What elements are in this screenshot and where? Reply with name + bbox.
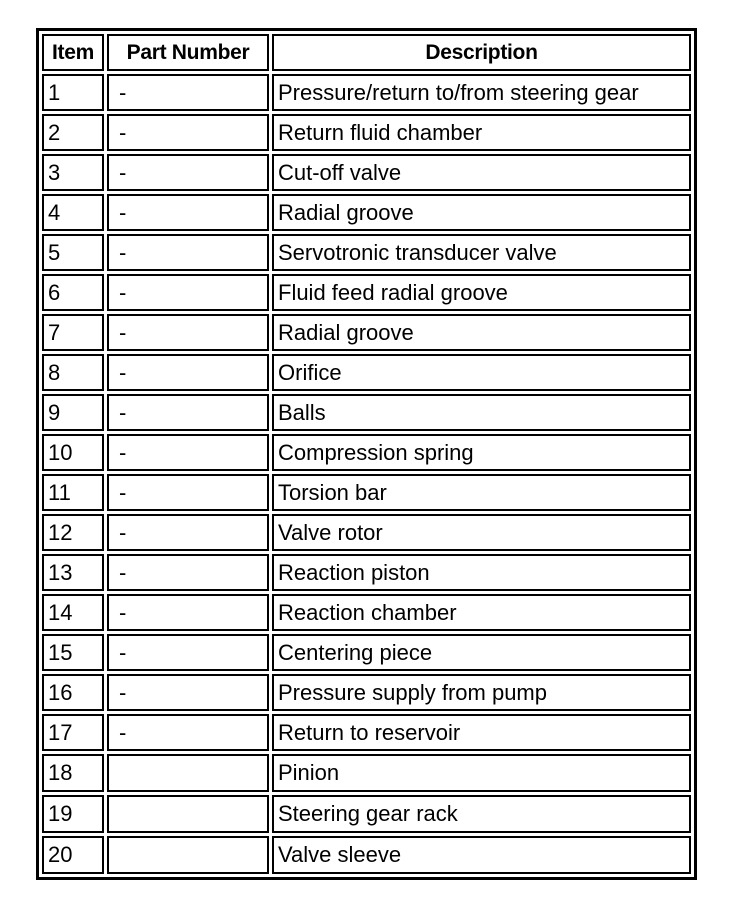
part-number-cell: - [107, 394, 269, 431]
part-number-cell: - [107, 274, 269, 311]
part-number-cell: - [107, 154, 269, 191]
item-cell: 14 [42, 594, 104, 631]
table-row [42, 554, 691, 591]
part-number-cell: - [107, 354, 269, 391]
item-cell: 16 [42, 674, 104, 711]
table-row [42, 434, 691, 471]
item-cell: 18 [42, 754, 104, 792]
description-cell: Reaction piston [272, 554, 691, 591]
item-cell: 5 [42, 234, 104, 271]
table-row [42, 634, 691, 671]
table-row [42, 114, 691, 151]
part-number-cell: - [107, 194, 269, 231]
part-number-cell [107, 836, 269, 874]
table-row [42, 836, 691, 874]
table-row [42, 194, 691, 231]
table-row [42, 234, 691, 271]
item-cell: 12 [42, 514, 104, 551]
part-number-cell: - [107, 314, 269, 351]
part-number-cell: - [107, 674, 269, 711]
header-description: Description [272, 34, 691, 71]
table-row [42, 754, 691, 792]
description-cell: Steering gear rack [272, 795, 691, 833]
description-cell: Return fluid chamber [272, 114, 691, 151]
table-row [42, 74, 691, 111]
part-number-cell: - [107, 434, 269, 471]
description-cell: Pinion [272, 754, 691, 792]
part-number-cell: - [107, 74, 269, 111]
header-item: Item [42, 34, 104, 71]
table-row [42, 314, 691, 351]
item-cell: 19 [42, 795, 104, 833]
description-cell: Torsion bar [272, 474, 691, 511]
description-cell: Radial groove [272, 194, 691, 231]
description-cell: Centering piece [272, 634, 691, 671]
item-cell: 10 [42, 434, 104, 471]
table-row [42, 674, 691, 711]
description-cell: Compression spring [272, 434, 691, 471]
part-number-cell: - [107, 714, 269, 751]
item-cell: 15 [42, 634, 104, 671]
description-cell: Valve rotor [272, 514, 691, 551]
description-cell: Valve sleeve [272, 836, 691, 874]
part-number-cell [107, 795, 269, 833]
item-cell: 8 [42, 354, 104, 391]
table-row [42, 274, 691, 311]
description-cell: Fluid feed radial groove [272, 274, 691, 311]
table-body [42, 74, 691, 874]
item-cell: 7 [42, 314, 104, 351]
item-cell: 6 [42, 274, 104, 311]
parts-table [36, 28, 697, 880]
item-cell: 3 [42, 154, 104, 191]
description-cell: Orifice [272, 354, 691, 391]
table-row [42, 474, 691, 511]
description-cell: Servotronic transducer valve [272, 234, 691, 271]
description-cell: Balls [272, 394, 691, 431]
item-cell: 17 [42, 714, 104, 751]
part-number-cell: - [107, 634, 269, 671]
header-part-number: Part Number [107, 34, 269, 71]
item-cell: 2 [42, 114, 104, 151]
description-cell: Return to reservoir [272, 714, 691, 751]
item-cell: 13 [42, 554, 104, 591]
description-cell: Radial groove [272, 314, 691, 351]
table-row [42, 714, 691, 751]
description-cell: Pressure/return to/from steering gear [272, 74, 691, 111]
table-header [42, 34, 691, 71]
item-cell: 11 [42, 474, 104, 511]
part-number-cell: - [107, 474, 269, 511]
item-cell: 9 [42, 394, 104, 431]
description-cell: Cut-off valve [272, 154, 691, 191]
table-row [42, 394, 691, 431]
item-cell: 1 [42, 74, 104, 111]
table-row [42, 154, 691, 191]
table-row [42, 354, 691, 391]
header-row [42, 34, 691, 71]
table-row [42, 795, 691, 833]
description-cell: Reaction chamber [272, 594, 691, 631]
part-number-cell: - [107, 234, 269, 271]
part-number-cell: - [107, 554, 269, 591]
part-number-cell: - [107, 114, 269, 151]
description-cell: Pressure supply from pump [272, 674, 691, 711]
table-row [42, 594, 691, 631]
part-number-cell: - [107, 514, 269, 551]
part-number-cell [107, 754, 269, 792]
table-row [42, 514, 691, 551]
part-number-cell: - [107, 594, 269, 631]
item-cell: 20 [42, 836, 104, 874]
item-cell: 4 [42, 194, 104, 231]
